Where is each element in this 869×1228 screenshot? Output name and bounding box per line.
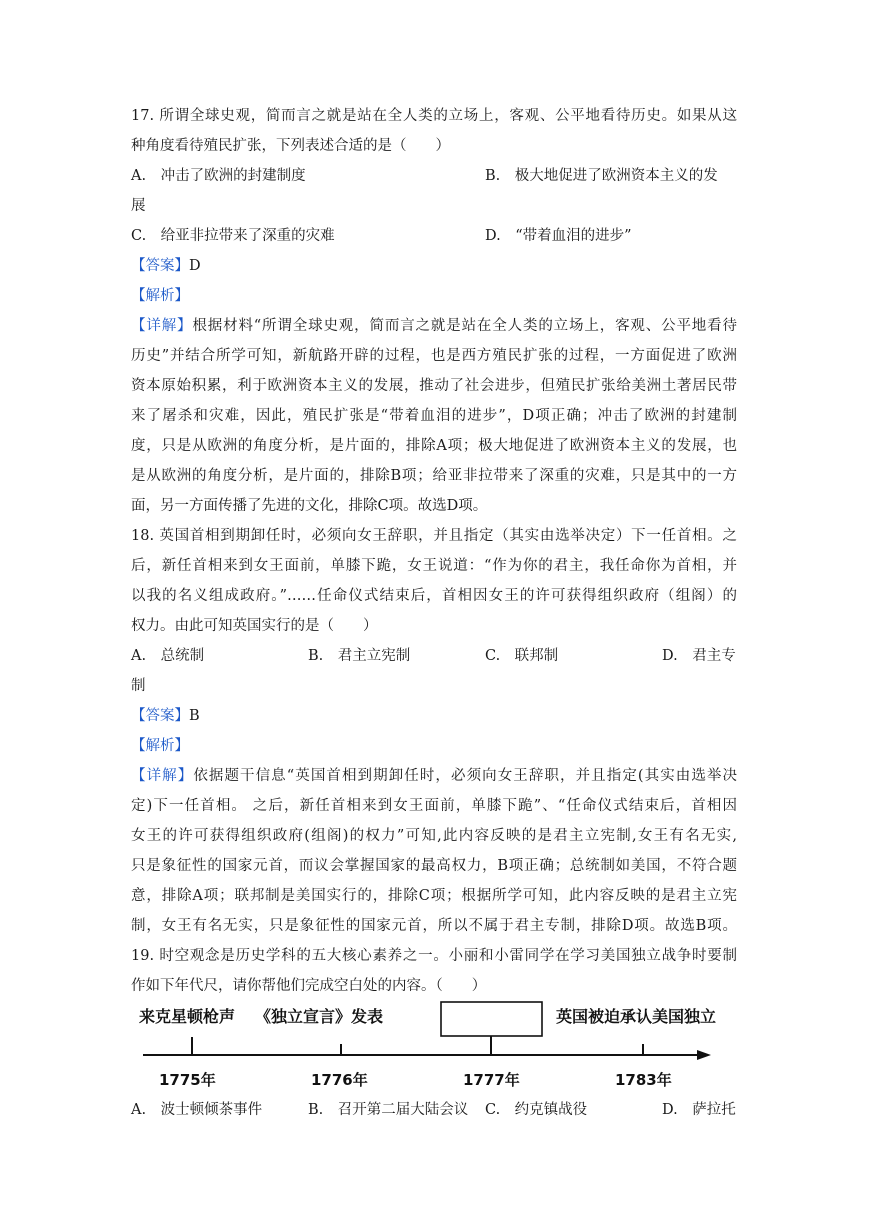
q19-stem-line2: 作如下年代尺，请你帮他们完成空白处的内容。（ ） xyxy=(131,978,487,994)
q18-option-c: C. 联邦制 xyxy=(485,648,559,664)
detail-text: 根据材料“所谓全球史观，简而言之就是站在全人类的立场上，客观、公平地看待 xyxy=(192,318,738,334)
q17-option-b-wrap: 展 xyxy=(131,198,146,214)
answer-tag: 【答案】 xyxy=(131,708,189,724)
timeline-year-1777: 1777年 xyxy=(463,1071,520,1089)
timeline-year-1775: 1775年 xyxy=(159,1071,216,1089)
q18-option-b: B. 君主立宪制 xyxy=(308,648,411,664)
timeline-chart xyxy=(131,996,731,1096)
q18-detail-line: 女王的许可获得组织政府(组阁)的权力”可知,此内容反映的是君主立宪制,女王有名无实, xyxy=(131,828,737,844)
q17-option-a: A. 冲击了欧洲的封建制度 xyxy=(131,168,306,184)
q18-option-a: A. 总统制 xyxy=(131,648,205,664)
q19-option-a: A. 波士顿倾茶事件 xyxy=(131,1102,263,1118)
q17-analysis xyxy=(131,286,737,306)
q17-stem-line2: 种角度看待殖民扩张，下列表述合适的是（ ） xyxy=(131,138,450,154)
q18-stem-line: 以我的名义组成政府。”……任命仪式结束后，首相因女王的许可获得组织政府（组阁）的 xyxy=(131,588,737,604)
analysis-tag: 【解析】 xyxy=(131,288,189,304)
timeline-event-1: 来克星顿枪声 xyxy=(139,1007,236,1026)
q18-answer xyxy=(131,706,737,726)
q19-option-c: C. 约克镇战役 xyxy=(485,1102,588,1118)
q18-detail-line: 制，女王有名无实，只是象征性的国家元首，所以不属于君主专制，排除D项。故选B项。 xyxy=(131,918,737,934)
answer-tag: 【答案】 xyxy=(131,258,189,274)
q19-stem-line1: 19. 时空观念是历史学科的五大核心素养之一。小丽和小雷同学在学习美国独立战争时要制 xyxy=(131,948,737,964)
analysis-tag: 【解析】 xyxy=(131,738,189,754)
timeline-year-1776: 1776年 xyxy=(311,1071,368,1089)
answer-value: D xyxy=(189,258,201,274)
q18-option-d: D. 君主专 xyxy=(662,648,736,664)
q18-detail-line xyxy=(131,766,737,786)
timeline-year-1783: 1783年 xyxy=(615,1071,672,1089)
answer-value: B xyxy=(189,708,200,724)
q18-option-d-wrap: 制 xyxy=(131,678,146,694)
q17-detail-line: 资本原始积累，利于欧洲资本主义的发展，推动了社会进步，但殖民扩张给美洲土著居民带 xyxy=(131,378,737,394)
q17-detail-line: 是从欧洲的角度分析，是片面的，排除B项；给亚非拉带来了深重的灾难，只是其中的一方 xyxy=(131,468,737,484)
detail-text: 依据题干信息“英国首相到期卸任时，必须向女王辞职，并且指定(其实由选举决 xyxy=(193,768,738,784)
q17-stem-line1: 17. 所谓全球史观，简而言之就是站在全人类的立场上，客观、公平地看待历史。如果从这 xyxy=(131,108,737,124)
timeline-event-3: 英国被迫承认美国独立 xyxy=(556,1007,717,1026)
timeline-event-2: 《独立宣言》发表 xyxy=(255,1007,384,1026)
q17-detail-line: 度，只是从欧洲的角度分析，是片面的，排除A项；极大地促进了欧洲资本主义的发展，也 xyxy=(131,438,737,454)
q19-option-d: D. 萨拉托 xyxy=(662,1102,736,1118)
q17-detail-line: 来了屠杀和灾难，因此，殖民扩张是“带着血泪的进步”，D项正确；冲击了欧洲的封建制 xyxy=(131,408,737,424)
q18-stem-line: 后，新任首相来到女王面前，单膝下跪，女王说道：“作为你的君主，我任命你为首相，并 xyxy=(131,558,737,574)
q18-analysis xyxy=(131,736,737,756)
q17-option-b: B. 极大地促进了欧洲资本主义的发 xyxy=(485,168,718,184)
q18-detail-line: 意，排除A项；联邦制是美国实行的，排除C项；根据所学可知，此内容反映的是君主立宪 xyxy=(131,888,737,904)
q17-option-d: D. “带着血泪的进步” xyxy=(485,228,632,244)
detail-tag: 【详解】 xyxy=(131,768,194,784)
q17-detail-line: 面，另一方面传播了先进的文化，排除C项。故选D项。 xyxy=(131,498,488,514)
detail-tag: 【详解】 xyxy=(131,318,193,334)
q17-option-c: C. 给亚非拉带来了深重的灾难 xyxy=(131,228,335,244)
q17-answer xyxy=(131,256,737,276)
timeline-blank-box xyxy=(441,1002,542,1036)
timeline-arrowhead xyxy=(697,1050,711,1060)
q17-detail-line xyxy=(131,316,737,336)
q17-detail-line: 历史”并结合所学可知，新航路开辟的过程，也是西方殖民扩张的过程，一方面促进了欧洲 xyxy=(131,348,737,364)
q18-detail-line: 只是象征性的国家元首，而议会掌握国家的最高权力，B项正确；总统制如美国，不符合题 xyxy=(131,858,737,874)
q18-stem-line: 18. 英国首相到期卸任时，必须向女王辞职，并且指定（其实由选举决定）下一任首相。之 xyxy=(131,528,737,544)
q18-detail-line: 定)下一任首相。 之后，新任首相来到女王面前，单膝下跪”、“任命仪式结束后，首相因 xyxy=(131,798,737,814)
q19-option-b: B. 召开第二届大陆会议 xyxy=(308,1102,469,1118)
q18-stem-line: 权力。由此可知英国实行的是（ ） xyxy=(131,618,378,634)
